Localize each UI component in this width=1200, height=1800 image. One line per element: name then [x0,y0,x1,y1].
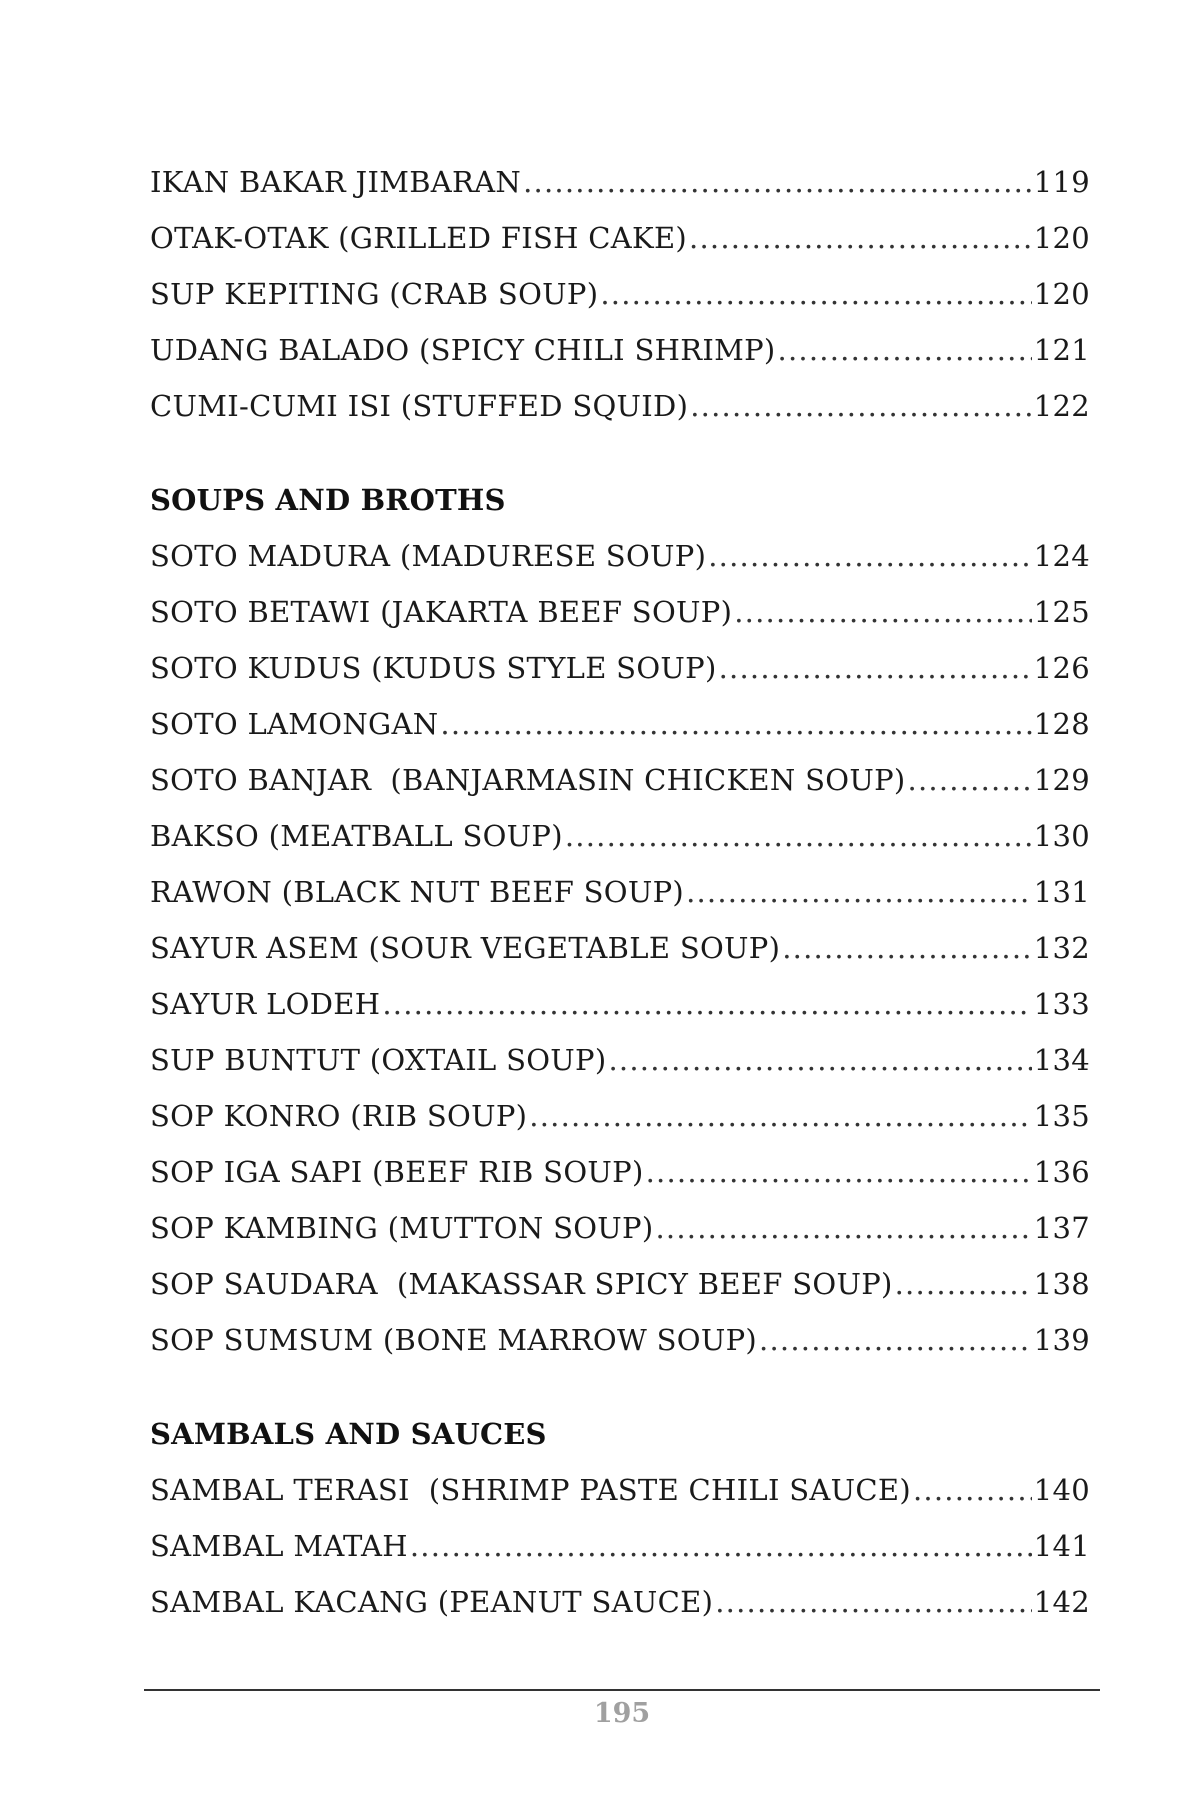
toc-entry-page: 126 [1033,651,1090,685]
toc-entry-page: 120 [1033,277,1090,311]
toc-entry [150,640,1090,696]
toc-entry-title: SOTO LAMONGAN [150,707,439,741]
toc-entry [150,1200,1090,1256]
toc-entry-page: 131 [1033,875,1090,909]
toc-entry-title: SOP SAUDARA (MAKASSAR SPICY BEEF SOUP) [150,1267,893,1301]
toc-entry-page: 128 [1033,707,1090,741]
toc-entry [150,584,1090,640]
toc-entry [150,210,1090,266]
toc-entry [150,266,1090,322]
toc-entry-page: 139 [1033,1323,1090,1357]
toc-entry [150,322,1090,378]
dot-leader [689,210,1032,266]
toc-entry-page: 124 [1033,539,1090,573]
toc-entry [150,920,1090,976]
toc-entry-title: SOP SUMSUM (BONE MARROW SOUP) [150,1323,758,1357]
toc-entry [150,976,1090,1032]
dot-leader [908,752,1032,808]
toc-entry [150,1256,1090,1312]
toc-entry-title: SAMBAL TERASI (SHRIMP PASTE CHILI SAUCE) [150,1473,911,1507]
toc-entry-title: SAMBAL MATAH [150,1529,408,1563]
toc-entry-title: IKAN BAKAR JIMBARAN [150,165,522,199]
toc-entry-title: SUP BUNTUT (OXTAIL SOUP) [150,1043,607,1077]
section-heading: SAMBALS AND SAUCES [150,1417,547,1451]
toc-entry [150,1574,1090,1630]
toc-entry [150,808,1090,864]
toc-entry [150,1144,1090,1200]
toc-entry [150,154,1090,210]
toc-entry-title: SUP KEPITING (CRAB SOUP) [150,277,599,311]
toc-entry [150,864,1090,920]
table-of-contents [150,154,1090,1630]
toc-entry-title: CUMI-CUMI ISI (STUFFED SQUID) [150,389,689,423]
toc-entry-title: SOTO BANJAR (BANJARMASIN CHICKEN SOUP) [150,763,906,797]
dot-leader [715,1574,1032,1630]
dot-leader [529,1088,1031,1144]
dot-leader [913,1462,1032,1518]
toc-entry [150,1312,1090,1368]
dot-leader [690,378,1032,434]
toc-entry-page: 135 [1033,1099,1090,1133]
dot-leader [608,1032,1031,1088]
footer-rule [144,1689,1100,1691]
toc-entry-title: BAKSO (MEATBALL SOUP) [150,819,563,853]
toc-entry-title: UDANG BALADO (SPICY CHILI SHRIMP) [150,333,776,367]
toc-entry [150,1032,1090,1088]
dot-leader [782,920,1032,976]
toc-entry [150,752,1090,808]
toc-entry-page: 120 [1033,221,1090,255]
toc-entry-page: 122 [1033,389,1090,423]
toc-entry-title: SOTO BETAWI (JAKARTA BEEF SOUP) [150,595,733,629]
dot-leader [708,528,1032,584]
toc-entry-page: 130 [1033,819,1090,853]
toc-entry-title: SOTO MADURA (MADURESE SOUP) [150,539,707,573]
dot-leader [734,584,1032,640]
dot-leader [646,1144,1032,1200]
toc-entry-page: 137 [1033,1211,1090,1245]
dot-leader [382,976,1031,1032]
toc-entry [150,528,1090,584]
toc-entry-title: SAMBAL KACANG (PEANUT SAUCE) [150,1585,714,1619]
page-number: 195 [593,1698,651,1729]
toc-entry-page: 133 [1033,987,1090,1021]
dot-leader [440,696,1031,752]
toc-entry-title: SAYUR ASEM (SOUR VEGETABLE SOUP) [150,931,781,965]
toc-entry-title: RAWON (BLACK NUT BEEF SOUP) [150,875,685,909]
toc-entry-page: 134 [1033,1043,1090,1077]
dot-leader [565,808,1032,864]
dot-leader [759,1312,1032,1368]
dot-leader [600,266,1031,322]
toc-entry-title: SOP IGA SAPI (BEEF RIB SOUP) [150,1155,644,1189]
toc-entry-page: 121 [1033,333,1090,367]
toc-entry-page: 141 [1033,1529,1090,1563]
dot-leader [523,154,1032,210]
toc-entry [150,696,1090,752]
toc-entry-title: SOTO KUDUS (KUDUS STYLE SOUP) [150,651,717,685]
toc-entry-page: 119 [1033,165,1090,199]
dot-leader [410,1518,1032,1574]
toc-entry-page: 140 [1033,1473,1090,1507]
toc-entry [150,1088,1090,1144]
section-heading: SOUPS AND BROTHS [150,483,506,517]
toc-entry-page: 138 [1033,1267,1090,1301]
toc-entry-title: OTAK-OTAK (GRILLED FISH CAKE) [150,221,688,255]
section-spacer [150,434,1090,472]
dot-leader [778,322,1032,378]
toc-entry-page: 136 [1033,1155,1090,1189]
toc-entry [150,1518,1090,1574]
toc-entry-page: 125 [1033,595,1090,629]
dot-leader [895,1256,1032,1312]
toc-entry [150,1462,1090,1518]
section-spacer [150,1368,1090,1406]
toc-entry-title: SAYUR LODEH [150,987,381,1021]
dot-leader [719,640,1032,696]
dot-leader [655,1200,1031,1256]
toc-entry-page: 129 [1033,763,1090,797]
toc-entry-title: SOP KAMBING (MUTTON SOUP) [150,1211,654,1245]
toc-entry-page: 132 [1033,931,1090,965]
toc-entry [150,378,1090,434]
toc-entry-title: SOP KONRO (RIB SOUP) [150,1099,528,1133]
toc-entry-page: 142 [1033,1585,1090,1619]
dot-leader [686,864,1032,920]
